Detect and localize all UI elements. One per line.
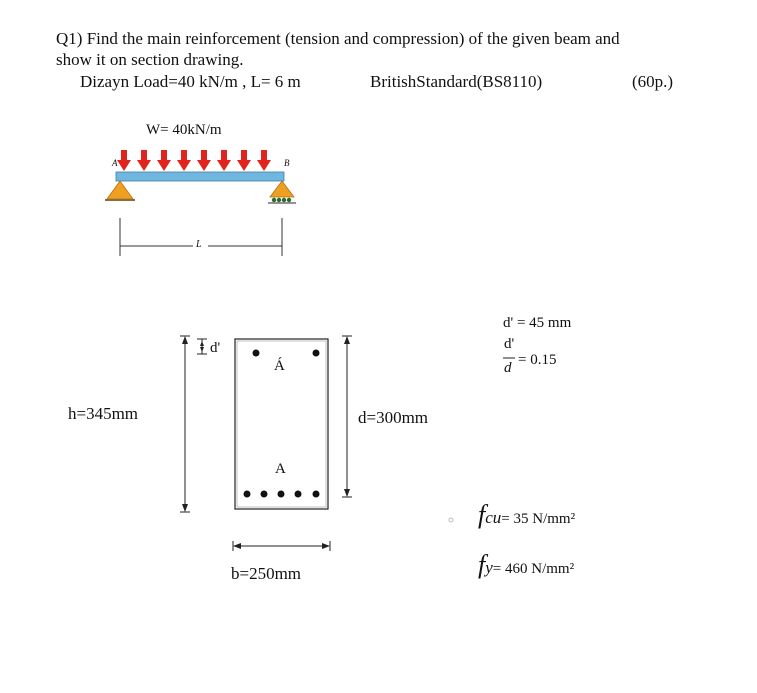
distributed-load-arrows bbox=[117, 150, 271, 171]
load-arrow bbox=[161, 150, 167, 161]
fcu-subscript: cu bbox=[485, 508, 502, 527]
ratio-denominator: d bbox=[504, 360, 512, 376]
load-arrow-head bbox=[177, 160, 191, 171]
h-label: h=345mm bbox=[68, 404, 139, 423]
compression-bar bbox=[313, 350, 320, 357]
standard-text: BritishStandard(BS8110) bbox=[370, 72, 543, 91]
d-prime-mark: d' bbox=[210, 340, 221, 356]
compression-steel-label: Á bbox=[274, 358, 285, 374]
load-arrow bbox=[261, 150, 267, 161]
load-arrow-head bbox=[137, 160, 151, 171]
tension-bar bbox=[261, 491, 268, 498]
load-arrow-head bbox=[257, 160, 271, 171]
load-arrow bbox=[201, 150, 207, 161]
load-arrow-head bbox=[157, 160, 171, 171]
tension-steel-label: A bbox=[275, 461, 286, 477]
ratio-numerator: d' bbox=[504, 336, 515, 352]
load-arrow-head bbox=[197, 160, 211, 171]
support-right bbox=[270, 181, 294, 197]
fy-value: = 460 N/mm² bbox=[492, 561, 575, 577]
d-prime-value: d' = 45 mm bbox=[503, 315, 572, 331]
span-label: L bbox=[196, 239, 202, 250]
b-label: b=250mm bbox=[231, 564, 302, 583]
fy-subscript: y bbox=[485, 558, 493, 577]
fy-symbol: f bbox=[478, 550, 486, 579]
support-left bbox=[107, 181, 133, 199]
fcu-value: = 35 N/mm² bbox=[501, 511, 576, 527]
ratio-value: = 0.15 bbox=[518, 352, 557, 368]
load-arrow-head bbox=[217, 160, 231, 171]
tension-bar bbox=[313, 491, 320, 498]
beam-body bbox=[116, 172, 284, 181]
load-arrow bbox=[141, 150, 147, 161]
load-arrow bbox=[241, 150, 247, 161]
load-arrow-head bbox=[117, 160, 131, 171]
load-arrow bbox=[221, 150, 227, 161]
load-arrow bbox=[181, 150, 187, 161]
support-b-label: B bbox=[284, 158, 290, 168]
tension-bar bbox=[244, 491, 251, 498]
tension-bar bbox=[295, 491, 302, 498]
d-label: d=300mm bbox=[358, 408, 429, 427]
fy-expression bbox=[478, 550, 574, 580]
fcu-symbol: f bbox=[478, 500, 486, 529]
tension-bar bbox=[278, 491, 285, 498]
points-text: (60p.) bbox=[632, 72, 674, 91]
question-line-1: Q1) Find the main reinforcement (tension and compression) of the given beam and bbox=[56, 29, 620, 48]
support-a-label: A bbox=[112, 158, 118, 168]
load-label: W= 40kN/m bbox=[146, 122, 222, 138]
question-line-2: show it on section drawing. bbox=[56, 50, 244, 69]
load-arrow bbox=[121, 150, 127, 161]
load-arrow-head bbox=[237, 160, 251, 171]
compression-bar bbox=[253, 350, 260, 357]
fcu-expression bbox=[478, 500, 575, 530]
design-load-text: Dizayn Load=40 kN/m , L= 6 m bbox=[80, 72, 301, 91]
